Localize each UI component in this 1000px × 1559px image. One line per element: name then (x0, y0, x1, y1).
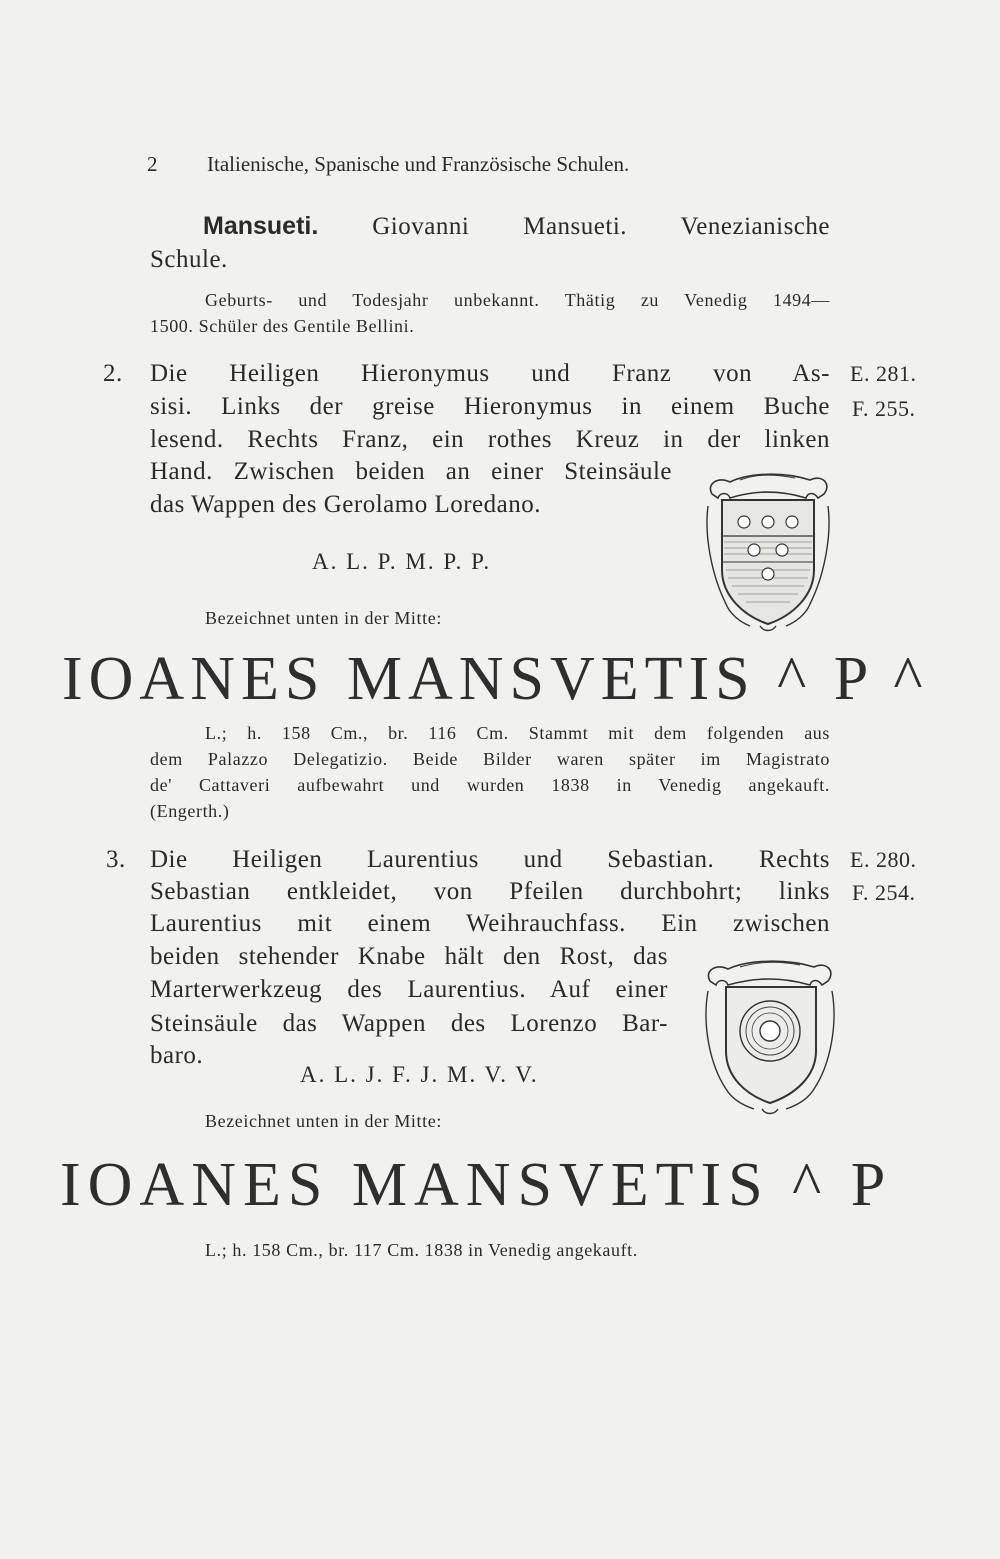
signature-inscription: IOANES MANSVETIS ^ P ^ (62, 645, 929, 713)
artist-fullname: Giovanni Mansueti. Venezianische (372, 213, 830, 240)
catalogue-ref: E. 280. (850, 847, 917, 872)
entry-number: 3. (106, 846, 126, 873)
initials: A. L. J. F. J. M. V. V. (300, 1062, 539, 1087)
entry-text-line: Marterwerkzeug des Laurentius. Auf einer (150, 976, 668, 1003)
entry-text-line: beiden stehender Knabe hält den Rost, das (150, 943, 668, 970)
signature-label: Bezeichnet unten in der Mitte: (205, 1111, 442, 1131)
artist-heading (203, 212, 830, 241)
entry-note-line: L.; h. 158 Cm., br. 117 Cm. 1838 in Venedig angekauft. (205, 1240, 638, 1260)
artist-school: Schule. (150, 246, 228, 273)
entry-text-line: das Wappen des Gerolamo Loredano. (150, 491, 541, 518)
artist-bio-line-2: 1500. Schüler des Gentile Bellini. (150, 316, 415, 336)
coat-of-arms-barbaro (700, 955, 840, 1117)
entry-note-line: dem Palazzo Delegatizio. Beide Bilder waren später im Magistrato (150, 749, 830, 769)
artist-bio-line-1: Geburts- und Todesjahr unbekannt. Thätig zu Venedig 1494— (205, 290, 830, 310)
page-number: 2 (147, 152, 158, 176)
signature-inscription: IOANES MANSVETIS ^ P (60, 1151, 893, 1219)
entry-text-line: sisi. Links der greise Hieronymus in einem Buche (150, 393, 830, 420)
entry-text-line: Hand. Zwischen beiden an einer Steinsäule (150, 458, 672, 485)
entry-note-line: de' Cattaveri aufbewahrt und wurden 1838 in Venedig angekauft. (150, 775, 830, 795)
entry-text-line: lesend. Rechts Franz, ein rothes Kreuz in der linken (150, 426, 830, 453)
entry-text-line: Steinsäule das Wappen des Lorenzo Bar- (150, 1010, 668, 1037)
initials: A. L. P. M. P. P. (312, 549, 492, 574)
entry-text-line: Sebastian entkleidet, von Pfeilen durchbohrt; links (150, 878, 830, 905)
running-head (147, 152, 629, 177)
catalogue-ref: F. 255. (852, 396, 916, 421)
page-title: Italienische, Spanische und Französische Schulen. (207, 152, 630, 176)
coat-of-arms-loredano (700, 466, 835, 636)
artist-name: Mansueti. (203, 212, 319, 240)
entry-number: 2. (103, 360, 123, 387)
catalogue-ref: E. 281. (850, 361, 917, 386)
entry-text-line: Laurentius mit einem Weihrauchfass. Ein zwischen (150, 910, 830, 937)
entry-text-line: baro. (150, 1042, 204, 1069)
catalogue-ref: F. 254. (852, 880, 916, 905)
entry-note-line: (Engerth.) (150, 801, 230, 821)
signature-label: Bezeichnet unten in der Mitte: (205, 608, 442, 628)
entry-text-line: Die Heiligen Laurentius und Sebastian. Rechts (150, 846, 830, 873)
entry-note-line: L.; h. 158 Cm., br. 116 Cm. Stammt mit dem folgenden aus (205, 723, 830, 743)
entry-text-line: Die Heiligen Hieronymus und Franz von As- (150, 360, 830, 387)
